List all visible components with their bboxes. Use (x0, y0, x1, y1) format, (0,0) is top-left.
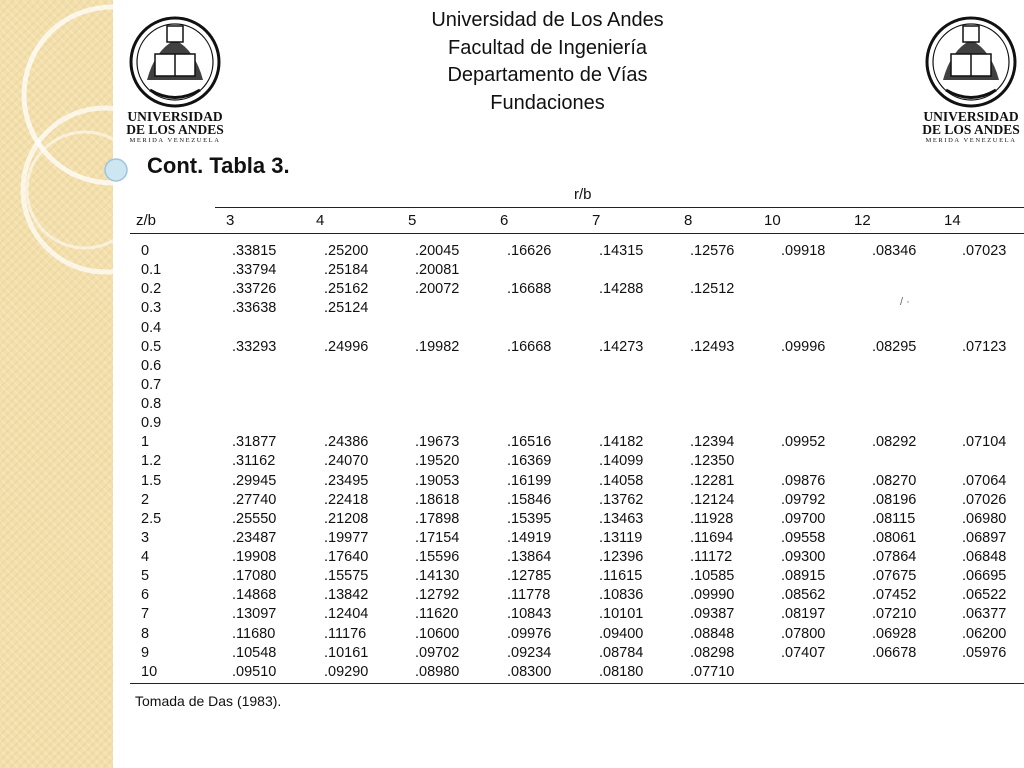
table-cell: .09876 (781, 472, 826, 489)
table-cell: .10585 (690, 568, 735, 585)
table-cell: .16626 (507, 243, 552, 259)
table-cell: .25124 (324, 300, 369, 317)
table-cell: .11176 (324, 625, 367, 642)
university-logo-left (125, 10, 225, 150)
column-header: 10 (764, 212, 781, 229)
table-cell: .12350 (690, 453, 735, 470)
table-cell: .18618 (415, 491, 460, 508)
column-header: 4 (316, 212, 325, 229)
table-cell: .13119 (599, 529, 643, 546)
table-cell: .12792 (415, 587, 460, 604)
table-cell: .08270 (872, 472, 917, 489)
row-label-z: 0.6 (141, 357, 162, 374)
table-cell: .12576 (690, 243, 735, 259)
table-cell: .33293 (232, 338, 277, 355)
table-cell: .07675 (872, 568, 917, 585)
header-course: Fundaciones (490, 91, 605, 114)
table-cell: .08292 (872, 434, 917, 451)
table-cell: .25550 (232, 510, 277, 527)
table-cell: .07026 (962, 491, 1007, 508)
row-label-z: 0.3 (141, 300, 162, 317)
table-cell: .17898 (415, 510, 460, 527)
table-cell: .09400 (599, 625, 644, 642)
table-cell: .15846 (507, 491, 552, 508)
table-cell: .20081 (415, 262, 460, 279)
table-cell: .12493 (690, 338, 735, 355)
column-header: 6 (500, 212, 509, 229)
table-cell: .06897 (962, 529, 1007, 546)
table-cell: .07800 (781, 625, 826, 642)
table-cell: .11615 (599, 568, 643, 585)
table-cell: .09700 (781, 510, 826, 527)
table-cell: .08061 (872, 529, 917, 546)
row-label-z: 0.5 (141, 338, 162, 355)
table-cell: .22418 (324, 491, 369, 508)
table-cell: .23495 (324, 472, 369, 489)
table-cell: .16516 (507, 434, 552, 451)
table-cell: .13842 (324, 587, 369, 604)
logo-name-line2: DE LOS ANDES (126, 122, 224, 137)
table-cell: .13864 (507, 549, 552, 566)
table-cell: .12124 (690, 491, 735, 508)
table-cell: .31877 (232, 434, 277, 451)
table-cell: .25162 (324, 281, 369, 298)
row-label-z: 0.9 (141, 415, 162, 432)
table-cell: .08298 (690, 644, 735, 661)
table-cell: .06377 (962, 606, 1007, 623)
table-cell: .16688 (507, 281, 552, 298)
table-cell: .14130 (415, 568, 460, 585)
table-cell: .09387 (690, 606, 735, 623)
table-cell: .12394 (690, 434, 735, 451)
header-faculty: Facultad de Ingeniería (447, 36, 648, 59)
table-cell: .09952 (781, 434, 826, 451)
table-row (130, 626, 1024, 645)
table-cell: .11694 (690, 529, 734, 546)
table-cell: .33794 (232, 262, 277, 279)
table-cell: .09702 (415, 644, 460, 661)
table-cell: .08300 (507, 663, 552, 680)
table-row (130, 300, 1024, 319)
header-department: Departamento de Vías (447, 64, 648, 86)
logo-name-line2: DE LOS ANDES (922, 122, 1020, 137)
table-cell: .07452 (872, 587, 917, 604)
table-cell: .19053 (415, 472, 460, 489)
table-cell: .09990 (690, 587, 735, 604)
table-cell: .14919 (507, 529, 552, 546)
table-cell: .11778 (507, 587, 551, 604)
table-cell: .08980 (415, 663, 460, 680)
table-cell: .09976 (507, 625, 552, 642)
logo-name-line1: UNIVERSIDAD (127, 109, 223, 124)
table-row (130, 453, 1024, 472)
row-label-z: 7 (141, 606, 150, 623)
table-cell: .09234 (507, 644, 552, 661)
row-label-z: 8 (141, 625, 150, 642)
table-cell: .08848 (690, 625, 735, 642)
table-row (130, 339, 1024, 358)
table-cell: .13762 (599, 491, 644, 508)
table-cell: .08295 (872, 338, 917, 355)
table-row (130, 377, 1024, 396)
table-cell: .14058 (599, 472, 644, 489)
table-cell: .11620 (415, 606, 459, 623)
table-cell: .14288 (599, 281, 644, 298)
table-row (130, 549, 1024, 568)
table-cell: .06522 (962, 587, 1007, 604)
table-cell: .19520 (415, 453, 460, 470)
table-cell: .16369 (507, 453, 552, 470)
row-label-z: 2.5 (141, 510, 162, 527)
group-header-rb: r/b (574, 186, 592, 203)
table-cell: .23487 (232, 529, 277, 546)
table-cell: .07407 (781, 644, 826, 661)
table-cell: .07210 (872, 606, 917, 623)
logo-city: MERIDA VENEZUELA (925, 137, 1017, 144)
scan-specks: / · (900, 296, 910, 308)
row-label-z: 5 (141, 568, 150, 585)
row-label-z: 0.8 (141, 396, 162, 413)
table-cell: .14182 (599, 434, 644, 451)
table-row (130, 320, 1024, 339)
table-cell: .33638 (232, 300, 277, 317)
column-header: 12 (854, 212, 871, 229)
table-row (130, 587, 1024, 606)
row-header-zb: z/b (136, 212, 157, 229)
table-cell: .15596 (415, 549, 460, 566)
table-source: Tomada de Das (1983). (135, 693, 282, 709)
header-university: Universidad de Los Andes (431, 9, 664, 31)
table-cell: .10843 (507, 606, 552, 623)
table-row (130, 473, 1024, 492)
table-cell: .16668 (507, 338, 552, 355)
table-cell: .11680 (232, 625, 276, 642)
table-cell: .05976 (962, 644, 1007, 661)
row-label-z: 1.2 (141, 453, 162, 470)
table-cell: .06848 (962, 549, 1007, 566)
table-cell: .19977 (324, 529, 369, 546)
table-cell: .08197 (781, 606, 826, 623)
table-cell: .29945 (232, 472, 277, 489)
row-label-z: 3 (141, 529, 150, 546)
table-cell: .10836 (599, 587, 644, 604)
row-label-z: 2 (141, 491, 150, 508)
row-label-z: 1 (141, 434, 150, 451)
university-logo-right (921, 10, 1021, 150)
table-cell: .11172 (690, 549, 733, 566)
row-label-z: 0 (141, 243, 150, 259)
table-cell: .24996 (324, 338, 369, 355)
table-cell: .31162 (232, 453, 276, 470)
table-cell: .11928 (690, 510, 734, 527)
table-cell: .06678 (872, 644, 917, 661)
table-cell: .25200 (324, 243, 369, 259)
table-cell: .10600 (415, 625, 460, 642)
table-row (130, 415, 1024, 434)
table-cell: .10101 (599, 606, 644, 623)
table-cell: .14099 (599, 453, 644, 470)
slide-title: Cont. Tabla 3. (147, 153, 290, 178)
table-cell: .15395 (507, 510, 552, 527)
row-label-z: 0.2 (141, 281, 162, 298)
table-rule-top (215, 207, 1024, 208)
university-seal-icon (921, 10, 1021, 110)
table-cell: .13097 (232, 606, 277, 623)
table-row (130, 358, 1024, 377)
table-row (130, 434, 1024, 453)
table-rule-header (130, 233, 1024, 234)
row-label-z: 0.7 (141, 376, 162, 393)
institution-header (360, 7, 735, 117)
table-rule-bottom (130, 683, 1024, 684)
column-header: 14 (944, 212, 961, 229)
table-cell: .10161 (324, 644, 369, 661)
column-header: 8 (684, 212, 693, 229)
table-cell: .09558 (781, 529, 826, 546)
table-cell: .12281 (690, 472, 735, 489)
table-cell: .24386 (324, 434, 369, 451)
table-cell: .08784 (599, 644, 644, 661)
table-cell: .13463 (599, 510, 644, 527)
table-cell: .07023 (962, 243, 1007, 259)
table-cell: .25184 (324, 262, 369, 279)
table-cell: .17640 (324, 549, 369, 566)
table-cell: .10548 (232, 644, 277, 661)
table-cell: .09996 (781, 338, 826, 355)
table-cell: .06200 (962, 625, 1007, 642)
table-row (130, 530, 1024, 549)
table-cell: .12512 (690, 281, 735, 298)
row-label-z: 0.4 (141, 319, 162, 336)
column-header: 5 (408, 212, 417, 229)
table-cell: .20045 (415, 243, 460, 259)
table-row (130, 281, 1024, 300)
table-cell: .12404 (324, 606, 369, 623)
table-cell: .09792 (781, 491, 826, 508)
table-cell: .19982 (415, 338, 460, 355)
row-label-z: 9 (141, 644, 150, 661)
table-cell: .33726 (232, 281, 277, 298)
table-row (130, 606, 1024, 625)
table-cell: .12396 (599, 549, 644, 566)
table-cell: .09510 (232, 663, 277, 680)
table-cell: .33815 (232, 243, 277, 259)
data-table (130, 183, 1024, 723)
table-cell: .20072 (415, 281, 460, 298)
table-cell: .14868 (232, 587, 277, 604)
table-cell: .24070 (324, 453, 369, 470)
table-cell: .07104 (962, 434, 1007, 451)
table-cell: .06980 (962, 510, 1007, 527)
column-header: 3 (226, 212, 235, 229)
table-cell: .21208 (324, 510, 369, 527)
table-cell: .08115 (872, 510, 916, 527)
table-cell: .14315 (599, 243, 644, 259)
table-row (130, 262, 1024, 281)
table-row (130, 492, 1024, 511)
table-cell: .08562 (781, 587, 826, 604)
table-cell: .19673 (415, 434, 460, 451)
row-label-z: 10 (141, 663, 158, 680)
column-header: 7 (592, 212, 601, 229)
row-label-z: 6 (141, 587, 150, 604)
table-cell: .15575 (324, 568, 369, 585)
table-cell: .08180 (599, 663, 644, 680)
table-cell: .06928 (872, 625, 917, 642)
table-cell: .17154 (415, 529, 460, 546)
table-cell: .12785 (507, 568, 552, 585)
table-cell: .09300 (781, 549, 826, 566)
table-cell: .16199 (507, 472, 552, 489)
table-cell: .08915 (781, 568, 826, 585)
table-row (130, 511, 1024, 530)
table-cell: .07123 (962, 338, 1007, 355)
logo-name-line1: UNIVERSIDAD (923, 109, 1019, 124)
table-cell: .17080 (232, 568, 277, 585)
row-label-z: 1.5 (141, 472, 162, 489)
table-cell: .07064 (962, 472, 1007, 489)
table-cell: .08346 (872, 243, 917, 259)
table-row (130, 664, 1024, 683)
row-label-z: 4 (141, 549, 150, 566)
table-row (130, 568, 1024, 587)
table-cell: .07710 (690, 663, 735, 680)
table-cell: .09918 (781, 243, 826, 259)
table-cell: .07864 (872, 549, 917, 566)
table-cell: .19908 (232, 549, 277, 566)
table-row (130, 243, 1024, 262)
table-cell: .06695 (962, 568, 1007, 585)
table-cell: .09290 (324, 663, 369, 680)
university-seal-icon (125, 10, 225, 110)
table-cell: .27740 (232, 491, 277, 508)
table-row (130, 396, 1024, 415)
table-cell: .14273 (599, 338, 644, 355)
table-cell: .08196 (872, 491, 917, 508)
logo-city: MERIDA VENEZUELA (129, 137, 221, 144)
row-label-z: 0.1 (141, 262, 162, 279)
table-row (130, 645, 1024, 664)
